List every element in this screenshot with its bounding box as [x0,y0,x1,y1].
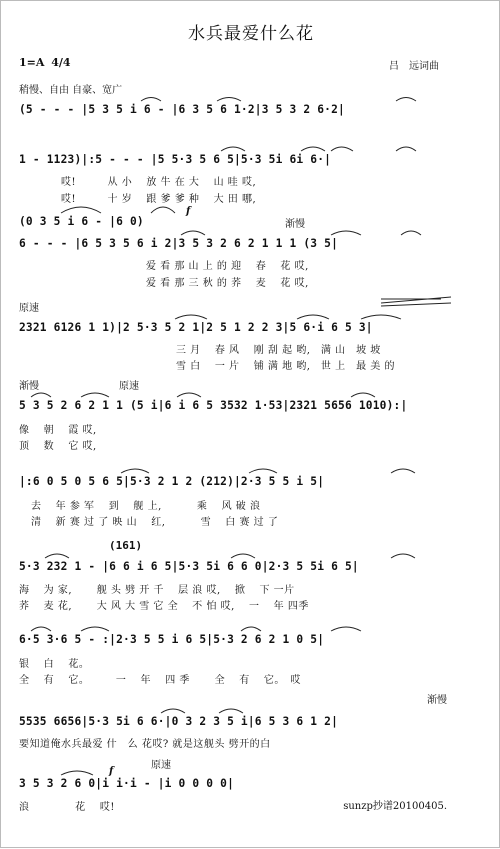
lyric-line-6b: 清 新 赛 过 了 映 山 红, 雪 白 赛 过 了 [31,517,279,528]
lyric-line-5b: 顶 数 它 哎, [19,441,97,452]
lyric-line-10: 浪 花 哎! [19,802,115,813]
volta-bracket: (161) [109,539,143,552]
marking-original-3: 原速 [151,760,171,771]
lyric-line-3a: 爱 看 那 山 上 的 迎 春 花 哎, [146,261,309,272]
author-credit: 吕 远词曲 [389,61,439,72]
lyric-line-9: 要知道俺水兵最爱 什 么 花哎? 就是这舰头 劈开的白 [19,739,271,750]
notation-line-1: (5 - - - |5 3 5 i 6 - |6 3 5 6 1·2|3 5 3 2 6·2| [19,103,345,116]
lyric-line-8b: 全 有 它。 一 年 四 季 全 有 它。 哎 [19,675,301,686]
dynamic-f-1: f [186,206,191,217]
notation-line-6: |:6 0 5 0 5 6 5|5·3 2 1 2 (212)|2·3 5 5 i 5| [19,475,325,488]
lyric-line-7a: 海 为 家, 舰 头 劈 开 千 层 浪 哎, 掀 下 一片 [19,585,295,596]
marking-original-2: 原速 [119,381,139,392]
notation-line-9: 5535 6656|5·3 5i 6 6·|0 3 2 3 5 i|6 5 3 6 1 2| [19,715,339,728]
lyric-line-4a: 三 月 春 风 刚 刮 起 哟, 满 山 坡 坡 [176,345,381,356]
notation-line-2: 1 - 1123)|:5 - - - |5 5·3 5 6 5|5·3 5i 6i 6·| [19,153,332,166]
marking-gradual-2: 渐慢 [19,381,39,392]
time-signature: 4/4 [51,56,71,69]
marking-original-1: 原速 [19,303,39,314]
lyric-line-7b: 荞 麦 花, 大 风 大 雪 它 全 不 怕 哎, 一 年 四季 [19,601,309,612]
lyric-line-8a: 银 白 花。 [19,659,90,670]
lyric-line-5a: 像 朝 霞 哎, [19,425,97,436]
tempo-marking: 稍慢、自由 自豪、宽广 [19,85,123,96]
key-signature [19,56,71,69]
notation-line-10: 3 5 3 2 6 0|i i·i - |i 0 0 0 0| [19,777,234,790]
notation-line-8: 6·5 3·6 5 - :|2·3 5 5 i 6 5|5·3 2 6 2 1 0 5| [19,633,325,646]
marking-gradual-1: 渐慢 [285,219,305,230]
dynamic-f-2: f [109,766,114,777]
notation-line-4: 2321 6126 1 1)|2 5·3 5 2 1|2 5 1 2 2 3|5 6·i 6 5 3| [19,321,373,334]
transcriber-credit: sunzp抄谱20100405. [343,801,447,812]
notation-line-7: 5·3 232 1 - |6 6 i 6 5|5·3 5i 6 6 0|2·3 5 5i 6 5| [19,560,359,573]
lyric-line-6a: 去 年 参 军 到 舰 上, 乘 风 破 浪 [31,501,261,512]
lyric-line-2a: 哎! 从 小 放 牛 在 大 山 哇 哎, [61,177,257,188]
notation-line-3-intro: (0 3 5 i 6 - |6 0) [19,215,144,228]
lyric-line-4b: 雪 白 一 片 铺 满 地 哟, 世 上 最 美 的 [176,361,395,372]
lyric-line-2b: 哎! 十 岁 跟 爹 爹 种 大 田 哪, [61,194,257,205]
page-title: 水兵最爱什么花 [188,24,314,44]
key-label: 1=A [19,56,45,69]
notation-line-3: 6 - - - |6 5 3 5 6 i 2|3 5 3 2 6 2 1 1 1 (3 5| [19,237,339,250]
lyric-line-3b: 爱 看 那 三 秋 的 荞 麦 花 哎, [146,278,309,289]
notation-line-5: 5 3 5 2 6 2 1 1 (5 i|6 i 6 5 3532 1·53|2321 5656 1010):| [19,399,408,412]
marking-gradual-3: 渐慢 [427,695,447,706]
